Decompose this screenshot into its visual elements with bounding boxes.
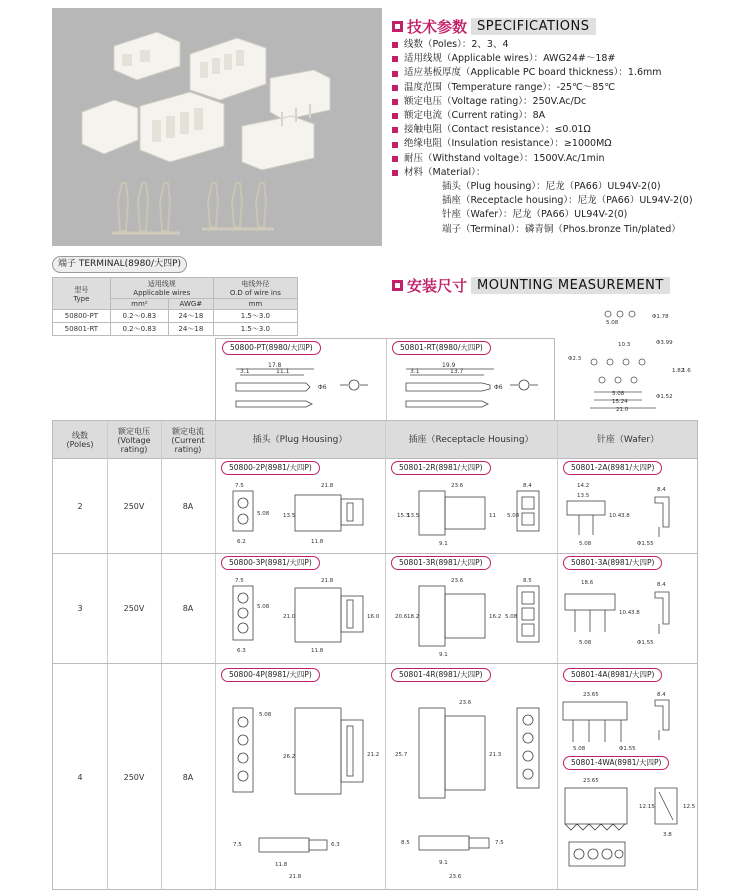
col-awg: AWG# [168, 299, 213, 310]
dim-label: 15.3 [397, 513, 410, 519]
spec-item [392, 137, 693, 151]
poles-value: 2 [77, 501, 83, 511]
poles-value: 4 [77, 772, 83, 782]
cell: 0.2～0.83 [110, 323, 168, 336]
grid-header [53, 421, 697, 459]
col-recep: 插座（Receptacle Housing） [408, 434, 534, 445]
dim-label: 5.08 [259, 712, 272, 718]
spec-item [392, 38, 693, 52]
terminal-pt-label: 50800-PT(8980/大四P) [222, 341, 321, 355]
cell: 1.5～3.0 [213, 323, 297, 336]
col-current: 额定电流 (Current rating) [171, 426, 205, 454]
terminal-drawings [215, 338, 555, 422]
specs-title-cn: 技术参数 [407, 17, 468, 36]
col-wires: 适用线规 Applicable wires [110, 278, 213, 299]
dim-label: 1.82 [672, 368, 685, 374]
dim-label: 8.4 [657, 487, 666, 493]
dim-label: 11.8 [275, 862, 288, 868]
cell: 50800-PT [53, 310, 111, 323]
dim-label: 23.65 [583, 692, 599, 698]
section-bullet-icon [392, 280, 403, 291]
dim-label: 5.08 [612, 391, 625, 397]
section-bullet-icon [392, 21, 403, 32]
dim-label: 16.0 [367, 614, 380, 620]
dim-label: 7.5 [233, 842, 242, 848]
dim-label: 17.8 [268, 362, 282, 369]
dim-label: 3.8 [621, 513, 630, 519]
dim-label: 3.1 [410, 368, 420, 375]
recep-model-label: 50801-2R(8981/大四P) [391, 461, 491, 475]
dim-label: Φ6 [494, 384, 503, 391]
plug-3p-drawing [219, 572, 383, 662]
spec-text: 额定电压（Voltage rating）：250V.Ac/Dc [404, 95, 587, 107]
spec-text: 接触电阻（Contact resistance）：≤0.01Ω [404, 124, 591, 136]
bullet-icon [392, 42, 398, 48]
plug-model-label: 50800-4P(8981/大四P) [221, 668, 320, 682]
spec-item [392, 81, 693, 95]
mount-heading [392, 276, 670, 294]
spec-text: 绝缘电阻（Insulation resistance）：≥1000MΩ [404, 138, 612, 150]
dim-label: 12.15 [639, 804, 655, 810]
dim-label: 23.65 [583, 778, 599, 784]
recep-model-label: 50801-3R(8981/大四P) [391, 556, 491, 570]
dim-label: 16.2 [489, 614, 502, 620]
dim-label: 5.08 [579, 541, 592, 547]
dim-label: 7.5 [235, 483, 244, 489]
dim-label: 10.4 [619, 610, 632, 616]
specs-title-en: SPECIFICATIONS [471, 18, 595, 35]
dim-label: 5.08 [257, 511, 270, 517]
dim-label: 5.08 [507, 513, 520, 519]
dim-label: 21.8 [321, 483, 334, 489]
mount-title-cn: 安装尺寸 [407, 276, 468, 295]
dim-label: 5.08 [257, 604, 270, 610]
plug-4p-drawing [219, 686, 383, 886]
dim-label: Φ1.55 [637, 541, 654, 547]
wafer-model-label: 50801-2A(8981/大四P) [563, 461, 662, 475]
col-type: 型号 Type [53, 278, 111, 310]
dim-label: 14.2 [577, 483, 590, 489]
spec-text: 温度范围（Temperature range）：-25℃～85℃ [404, 81, 616, 93]
recep-4r-drawing [389, 686, 555, 886]
cell: 24～18 [168, 310, 213, 323]
dim-label: 13.5 [283, 513, 296, 519]
divider [386, 339, 387, 422]
recep-model-label: 50801-4R(8981/大四P) [391, 668, 491, 682]
plug-model-label: 50800-3P(8981/大四P) [221, 556, 320, 570]
col-wafer: 针座（Wafer） [596, 434, 660, 445]
terminal-rt-drawing [390, 357, 550, 421]
dim-label: Φ1.78 [652, 314, 669, 320]
dim-label: 5.08 [606, 320, 619, 326]
spec-text: 材料（Material）： [404, 166, 486, 178]
dim-label: 1.6 [682, 368, 691, 374]
spec-item [392, 95, 693, 109]
voltage-value: 250V [123, 604, 145, 613]
cell: 24～18 [168, 323, 213, 336]
dim-label: 23.6 [449, 874, 462, 880]
material-item: 针座（Wafer）：尼龙（PA66）UL94V-2(0) [442, 209, 628, 221]
spec-text: 额定电流（Current rating）：8A [404, 110, 546, 122]
wafer-model-label: 50801-4A(8981/大四P) [563, 668, 662, 682]
dim-label: Φ3.99 [656, 340, 673, 346]
dim-label: 11 [489, 513, 496, 519]
dim-label: 7.5 [495, 840, 504, 846]
mounting-hole-drawing [560, 300, 700, 415]
wafer-3a-drawing [559, 572, 697, 662]
current-value: 8A [182, 604, 194, 613]
dim-label: 6.2 [237, 539, 246, 545]
wafer-model-label: 50801-3A(8981/大四P) [563, 556, 662, 570]
cell: 0.2～0.83 [110, 310, 168, 323]
col-poles: 线数 (Poles) [66, 431, 94, 449]
dim-label: 21.8 [289, 874, 302, 880]
table-row [53, 323, 298, 336]
dim-label: 21.0 [283, 614, 296, 620]
dim-label: 9.1 [439, 860, 448, 866]
dim-label: 15.24 [612, 399, 628, 405]
cell: 50801-RT [53, 323, 111, 336]
material-item: 端子（Terminal）：磷青铜（Phos.bronze Tin/plated） [442, 223, 681, 235]
bullet-icon [392, 142, 398, 148]
recep-2r-drawing [389, 477, 555, 553]
dim-label: Φ1.52 [656, 394, 673, 400]
mount-title-en: MOUNTING MEASUREMENT [471, 277, 670, 294]
bullet-icon [392, 71, 398, 77]
table-row [53, 664, 697, 890]
bullet-icon [392, 113, 398, 119]
plug-model-label: 50800-2P(8981/大四P) [221, 461, 320, 475]
poles-value: 3 [77, 604, 83, 613]
dim-label: 6.3 [237, 648, 246, 654]
dim-label: 5.08 [573, 746, 586, 752]
dim-label: 21.8 [321, 578, 334, 584]
spec-text: 适应基板厚度（Applicable PC board thickness）：1.6mm [404, 67, 662, 79]
col-voltage: 额定电压 (Voltage rating) [117, 426, 151, 454]
dim-label: 25.7 [395, 752, 408, 758]
product-photo [52, 8, 382, 246]
dim-label: 13.5 [407, 513, 420, 519]
dim-label: 21.0 [616, 407, 629, 413]
terminal-table-title: 端子 TERMINAL(8980/大四P) [52, 256, 187, 273]
col-mm: mm [213, 299, 297, 310]
dim-label: 23.6 [451, 578, 464, 584]
bullet-icon [392, 170, 398, 176]
dim-label: 9.1 [439, 652, 448, 658]
col-mm2: mm² [110, 299, 168, 310]
dim-label: 12.5 [683, 804, 696, 810]
dim-label: 3.8 [631, 610, 640, 616]
table-row [53, 459, 697, 554]
spec-item [392, 66, 693, 80]
voltage-value: 250V [123, 501, 145, 511]
dim-label: 11.8 [311, 648, 324, 654]
terminal-pt-drawing [220, 357, 380, 421]
connector-photo-illustration [52, 8, 382, 246]
dim-label: 23.6 [459, 700, 472, 706]
terminal-table [52, 277, 298, 336]
bullet-icon [392, 56, 398, 62]
dim-label: 7.5 [235, 578, 244, 584]
material-item: 插座（Receptacle housing）：尼龙（PA66）UL94V-2(0) [442, 195, 693, 207]
specs-list [392, 38, 693, 237]
dim-label: 18.6 [581, 580, 594, 586]
dim-label: 8.5 [401, 840, 410, 846]
dim-label: 13.7 [450, 368, 464, 375]
wafer-4wa-drawing [559, 772, 697, 888]
spec-text: 线数（Poles）：2、3、4 [404, 39, 509, 50]
dim-label: 8.5 [523, 578, 532, 584]
dim-label: 13.5 [577, 493, 590, 499]
dim-label: 3.8 [663, 832, 672, 838]
dim-label: 3.1 [240, 368, 250, 375]
dim-label: 10.3 [618, 342, 631, 348]
spec-item [392, 52, 693, 66]
dim-label: Φ1.55 [619, 746, 636, 752]
table-row [53, 554, 697, 664]
bullet-icon [392, 156, 398, 162]
specs-heading [392, 17, 596, 35]
wafer-4a-drawing [559, 686, 697, 756]
dim-label: 21.3 [489, 752, 502, 758]
terminal-rt-label: 50801-RT(8980/大四P) [392, 341, 491, 355]
current-value: 8A [182, 501, 194, 511]
dim-label: Φ6 [318, 384, 327, 391]
col-plug: 插头（Plug Housing） [252, 434, 348, 445]
table-row [53, 310, 298, 323]
current-value: 8A [182, 772, 194, 782]
dim-label: 10.4 [609, 513, 622, 519]
dim-label: 20.6 [395, 614, 408, 620]
recep-3r-drawing [389, 572, 555, 662]
spec-item [392, 152, 693, 166]
bullet-icon [392, 127, 398, 133]
dim-label: 8.4 [657, 582, 666, 588]
wafer-2a-drawing [559, 477, 697, 553]
dim-label: 8.4 [523, 483, 532, 489]
spec-text: 耐压（Withstand voltage）：1500V.Ac/1min [404, 152, 605, 164]
dim-label: 9.1 [439, 541, 448, 547]
dim-label: 6.3 [331, 842, 340, 848]
product-grid [52, 420, 698, 890]
plug-2p-drawing [219, 477, 383, 553]
dim-label: Φ2.3 [568, 356, 582, 362]
spec-item [392, 123, 693, 137]
dim-label: 21.2 [367, 752, 380, 758]
spec-text: 适用线规（Applicable wires）：AWG24#～18# [404, 53, 616, 65]
dim-label: 8.4 [657, 692, 666, 698]
dim-label: 19.9 [442, 362, 456, 369]
spec-item [392, 166, 693, 180]
dim-label: 5.08 [505, 614, 518, 620]
voltage-value: 250V [123, 772, 145, 782]
wafer-4wa-model-label: 50801-4WA(8981/大四P) [563, 756, 669, 770]
dim-label: 23.6 [451, 483, 464, 489]
dim-label: 11.1 [276, 368, 290, 375]
dim-label: 5.08 [579, 640, 592, 646]
bullet-icon [392, 99, 398, 105]
dim-label: 26.2 [283, 754, 296, 760]
dim-label: Φ1.55 [637, 640, 654, 646]
dim-label: 18.2 [407, 614, 420, 620]
spec-item [392, 109, 693, 123]
material-item: 插头（Plug housing）：尼龙（PA66）UL94V-2(0) [442, 181, 661, 193]
bullet-icon [392, 85, 398, 91]
cell: 1.5～3.0 [213, 310, 297, 323]
col-od: 电线外径 O.D of wire ins [213, 278, 297, 299]
dim-label: 11.8 [311, 539, 324, 545]
